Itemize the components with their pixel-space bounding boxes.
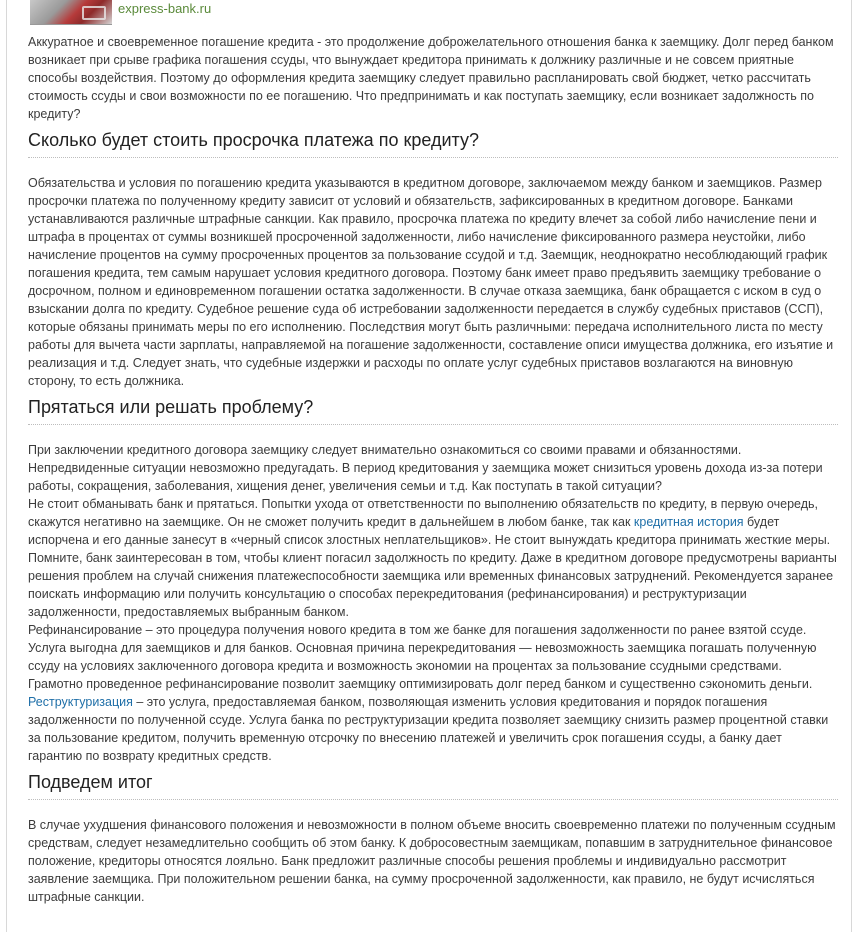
heading-summary: Подведем итог <box>28 769 838 800</box>
heading-hide-or-solve: Прятаться или решать проблему? <box>28 394 838 425</box>
site-name: express-bank.ru <box>118 1 212 16</box>
p2-text-after: будет испорчена и его данные занесут в «черный список злостных неплательщиков». Не стоит вынуждать кредитора принимать жесткие меры. Помните, банк заинтересован в том, чтобы клиент погасил задолжность по кредиту. Даже в кредитном договоре предусмотрены варианты решения проблем на случай снижения платежеспособности заемщика или временных финансовых затруднений. Рекомендуется заранее поискать информацию или получить консультацию о способах перекредитования (рефинансирования) и реструктуризации задолженности, предоставляемых выбранным банком. <box>28 515 837 619</box>
restructuring-paragraph <box>28 693 838 765</box>
p2-text-before: Не стоит обманывать банк и прятаться. Попытки ухода от ответственности по выполнению обязательств по кредиту, в первую очередь, скажутся негативно на заемщике. Он не сможет получить кредит в дальнейшем в любом банке, так как <box>28 497 818 529</box>
heading-overdue-cost: Сколько будет стоить просрочка платежа по кредиту? <box>28 127 838 158</box>
restructuring-link[interactable]: Реструктуризация <box>28 695 133 709</box>
article-content <box>28 33 838 906</box>
header-thumbnail-image <box>30 0 112 25</box>
intro-paragraph: Аккуратное и своевременное погашение кредита - это продолжение доброжелательного отношения банка к заемщику. Долг перед банком возникает при срыве графика погашения ссуды, что вынуждает кредитора принимать к должнику различные и не совсем приятные способы воздействия. Поэтому до оформления кредита заемщику следует правильно распланировать свой бюджет, четко рассчитать стоимость ссуды и свои возможности по ее погашению. Что предпринимать и как поступать заемщику, если возникает задолжность по кредиту? <box>28 35 834 121</box>
restructuring-text: – это услуга, предоставляемая банком, позволяющая изменить условия кредитования и порядок погашения задолженности по полученной ссуде. Услуга банка по реструктуризации кредита позволяет заемщику снизить размер процентной ставки за пользование кредитом, получить временную отсрочку по внесению платежей и увеличить срок погашения ссуды, а банку дает гарантию по возврату кредитных средств. <box>28 695 829 763</box>
summary-paragraph: В случае ухудшения финансового положения и невозможности в полном объеме вносить своевременно платежи по полученным ссудным средствам, следует незамедлительно сообщить об этом банку. К добросовестным заемщикам, попавшим в затруднительное финансовое положение, кредиторы относятся лояльно. Банк предложит различные способы решения проблемы и индивидуально рассмотрит заявление заемщика. При положительном решении банка, на сумму просроченной задолженности, как правило, не будут исчисляться штрафные санкции. <box>28 818 836 904</box>
hide-or-solve-paragraph-1: При заключении кредитного договора заемщику следует внимательно ознакомиться со своими правами и обязанностями. Непредвиденные ситуации невозможно предугадать. В период кредитования у заемщика может снизиться уровень дохода из-за потери работы, сокращения, заболевания, хищения денег, увеличения семьи и т.д. Как поступать в такой ситуации? <box>28 443 823 493</box>
hide-or-solve-paragraph-2 <box>28 495 838 621</box>
refinancing-paragraph: Рефинансирование – это процедура получения нового кредита в том же банке для погашения задолженности по ранее взятой ссуде. Услуга выгодна для заемщиков и для банков. Основная причина перекредитования — невозможность заемщика погашать полученную ссуду на условиях заключенного договора кредита и возможность экономии на процентах за пользование ссудными средствами. Грамотно проведенное рефинансирование позволит заемщику оптимизировать долг перед банком и существенно сэкономить деньги. <box>28 623 817 691</box>
overdue-cost-paragraph: Обязательства и условия по погашению кредита указываются в кредитном договоре, заключаемом между банком и заемщиков. Размер просрочки платежа по полученному кредиту зависит от условий и обязательств, зафиксированных в кредитном договоре. Банками устанавливаются различные штрафные санкции. Как правило, просрочка платежа по кредиту влечет за собой либо начисление пени и штрафа в процентах от суммы возникшей просроченной задолженности, либо начисление фиксированного размера неустойки, либо начисление процентов на сумму просроченных процентов за пользование ссудой и т.д. Заемщик, неоднократно несоблюдающий график погашения кредита, тем самым нарушает условия кредитного договора. Поэтому банк имеет право предъявить заемщику требование о досрочном, полном и единовременном погашении остатка задолженности. В случае отказа заемщика, банк обращается с иском в суд о взыскании долга по кредиту. Судебное решение суда об истребовании задолженности передается в службу судебных приставов (ССП), которые обязаны принимать меры по его исполнению. Последствия могут быть различными: передача исполнительного листа по месту работы для вычета части зарплаты, направляемой на погашение задолженности, составление описи имущества должника, его изъятие и реализация и т.д. Следует знать, что судебные издержки и расходы по оплате услуг судебных приставов возлагаются на виновную сторону, то есть должника. <box>28 176 834 388</box>
credit-history-link[interactable]: кредитная история <box>633 515 744 529</box>
